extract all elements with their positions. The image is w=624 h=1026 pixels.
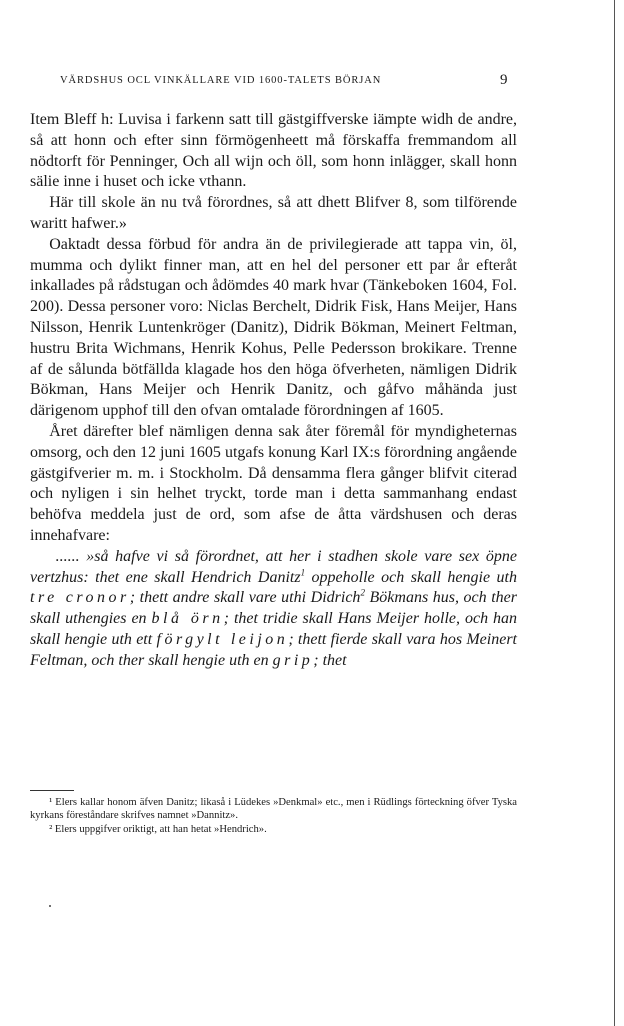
quoted-ordinance xyxy=(30,547,517,672)
quote-part: oppeholle och skall hengie uth xyxy=(305,568,517,586)
paragraph-item-bleff: Item Bleff h: Luvisa i farkenn satt till gästgiffverske iämpte widh de andre, så att honn och efter sinn förmögenheett må förskaffa fremmandom all nödtorft för Penninger, Och all wijn och öll, som honn inlägger, skall honn sälie inne i huset och icke vthann. xyxy=(30,111,517,191)
paragraph-har-till: Här till skole än nu två förordnes, så att dhett Blifver 8, som tilförende waritt hafwer.» xyxy=(30,194,517,232)
sign-grip: grip xyxy=(272,651,314,669)
footnote-ref-2: 2 xyxy=(360,588,365,598)
print-speck xyxy=(49,905,51,907)
quote-part: Bökmans hus, och ther skall uthengies en xyxy=(30,589,518,628)
paragraph-oaktadt: Oaktadt dessa förbud för andra än de privilegierade att tappa vin, öl, mumma och dylikt finner man, att en hel del personer ett par år efteråt inkallades på rådstugan och ådömdes 40 mark hvar (Tänkeboken 1604, Fol. 200). Dessa personer voro: Niclas Berchelt, Didrik Fisk, Hans Meijer, Hans Nilsson, Henrik Luntenkröger (Danitz), Didrik Bökman, Meinert Feltman, hustru Brita Wichmans, Henrik Kohus, Pelle Pedersson brokikare. Trenne af de sålunda bötfällda klagade hos den höga öfverheten, nämligen Didrik Bökman, Hans Meijer och Henrik Danitz, och gåfvo måhända just därigenom upphof till den ofvan omtalade förordningen af 1605. xyxy=(30,235,517,420)
main-text xyxy=(30,110,517,672)
footnote-1: ¹ Elers kallar honom äfven Danitz; likaså i Lüdekes »Denkmal» etc., men i Rüdlings förteckning öfver Tyska kyrkans föreståndare skrifves namnet »Dannitz». xyxy=(30,797,517,822)
quote-part: ; thett fierde skall vara hos Meinert Feltman, och ther skall hengie uth en xyxy=(30,630,517,669)
footnote-2: ² Elers uppgifver oriktigt, att han hetat »Hendrich». xyxy=(49,823,267,835)
sign-tre-cronor: tre cronor xyxy=(30,589,130,607)
quote-part: ; thet tridie skall Hans Meijer holle, och han skall hengie uth ett xyxy=(30,610,518,648)
footnote-separator xyxy=(30,790,74,791)
quote-part: ; thett andre skall vare uthi Didrich xyxy=(129,589,361,607)
quote-part: ; thet xyxy=(313,651,347,669)
sign-forgylt-leijon: förgylt leijon xyxy=(156,630,289,648)
running-header: VÄRDSHUS OCL VINKÄLLARE VID 1600-TALETS BÖRJAN xyxy=(60,75,382,86)
footnotes xyxy=(30,796,517,836)
paragraph-aret-darefter: Året därefter blef nämligen denna sak åter föremål för myndigheternas omsorg, och den 12 juni 1605 utgafs konung Karl IX:s förordning angående gästgifverier m. m. i Stockholm. Då densamma flera gånger blifvit citerad och nyligen i sin helhet tryckt, torde man i detta sammanhang endast behöfva meddela just de ord, som afse de åtta värdshusen och deras innehafvare: xyxy=(30,422,517,544)
sign-bla-orn: blå örn xyxy=(151,610,224,628)
page-edge-rule xyxy=(614,0,615,1026)
page-number: 9 xyxy=(500,72,508,88)
footnote-ref-1: 1 xyxy=(300,567,306,578)
quote-part: ...... »så hafve vi så förordnet, att her i stadhen skole vare sex öpne vertzhus: thet ene skall Hendrich Danitz xyxy=(30,547,517,586)
